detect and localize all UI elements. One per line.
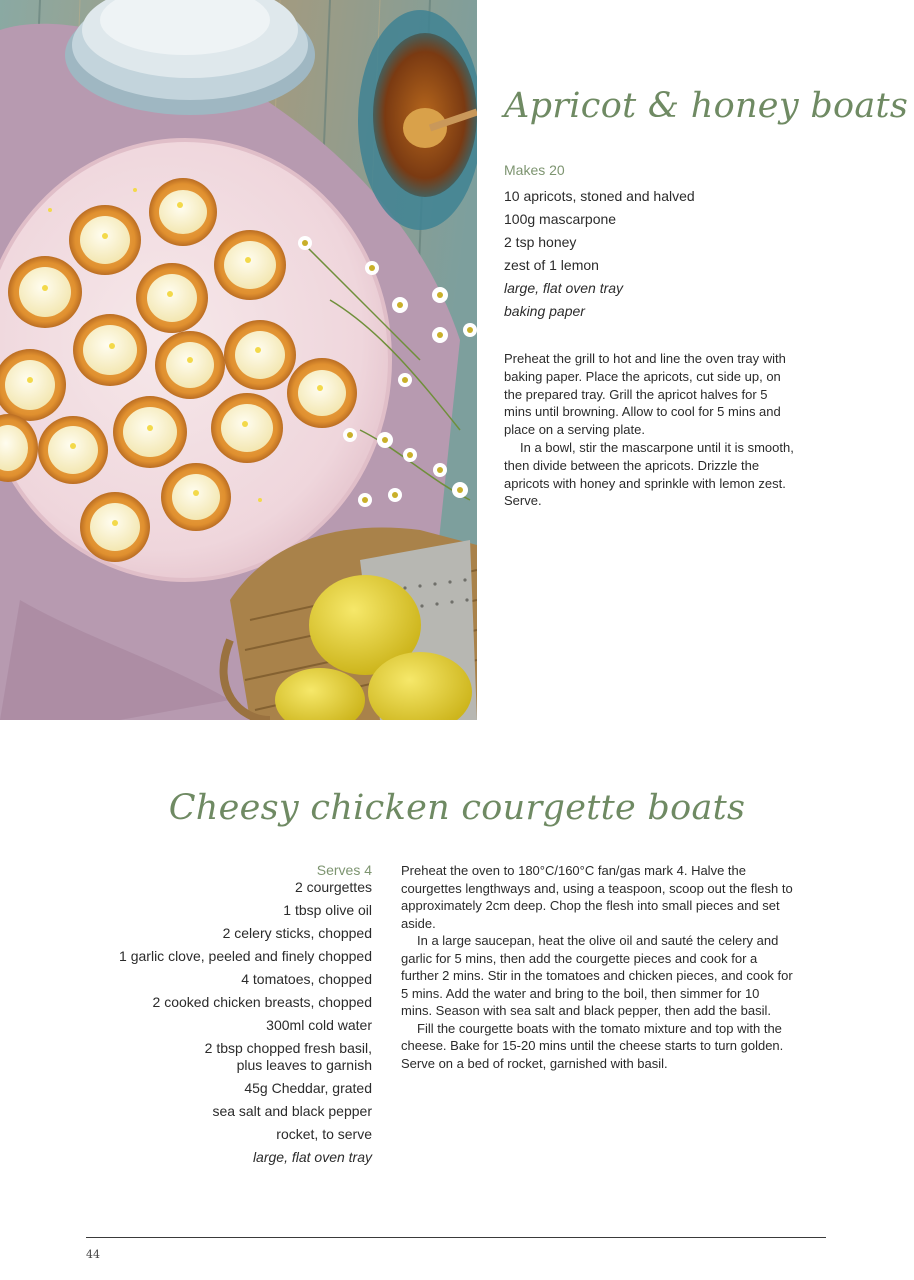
method-text bbox=[401, 862, 793, 1072]
ingredient-list bbox=[72, 879, 372, 1172]
equipment-item: baking paper bbox=[504, 303, 585, 319]
method-text bbox=[504, 350, 794, 510]
ingredient-item: 2 courgettes bbox=[294, 879, 372, 895]
ingredient-item: 45g Cheddar, grated bbox=[244, 1080, 372, 1096]
ingredient-item: 1 tbsp olive oil bbox=[283, 902, 372, 918]
recipe-title: Apricot & honey boats bbox=[504, 86, 909, 126]
ingredient-item: 2 celery sticks, chopped bbox=[222, 925, 372, 941]
method-paragraph: In a large saucepan, heat the olive oil and sauté the celery and garlic for 5 mins, then add the courgette pieces and cook for a further 2 mins. Stir in the tomatoes and chicken pieces, and cook for 5 mins. Add the water and bring to the boil, then simmer for 10 mins. Season with sea salt and black pepper, then add the basil. bbox=[401, 933, 793, 1018]
ingredient-item: 2 cooked chicken breasts, chopped bbox=[152, 994, 372, 1010]
recipe-title: Cheesy chicken courgette boats bbox=[168, 788, 746, 828]
ingredient-item: rocket, to serve bbox=[276, 1126, 372, 1142]
ingredient-item: 2 tsp honey bbox=[504, 234, 577, 250]
food-photo bbox=[0, 0, 477, 720]
ingredient-item: sea salt and black pepper bbox=[212, 1103, 372, 1119]
ingredient-item: 1 garlic clove, peeled and finely chopped bbox=[119, 948, 372, 964]
equipment-item: large, flat oven tray bbox=[252, 1149, 372, 1165]
method-paragraph: Preheat the oven to 180°C/160°C fan/gas mark 4. Halve the courgettes lengthways and, using a teaspoon, scoop out the flesh to approximately 2cm deep. Chop the flesh into small pieces and set aside. bbox=[401, 863, 793, 931]
ingredient-item: 300ml cold water bbox=[266, 1017, 372, 1033]
ingredient-item: 10 apricots, stoned and halved bbox=[504, 188, 695, 204]
equipment-item: large, flat oven tray bbox=[504, 280, 624, 296]
page-number: 44 bbox=[86, 1248, 100, 1261]
ingredient-item: zest of 1 lemon bbox=[504, 257, 599, 273]
recipe-yield: Serves 4 bbox=[316, 862, 372, 878]
ingredient-list bbox=[504, 185, 695, 323]
method-paragraph: Fill the courgette boats with the tomato mixture and top with the cheese. Bake for 15-20 mins until the cheese starts to turn golden. Serve on a bed of rocket, garnished with basil. bbox=[401, 1020, 784, 1071]
method-paragraph: Preheat the grill to hot and line the oven tray with baking paper. Place the apricots, cut side up, on the prepared tray. Grill the apricot halves for 5 mins until browning. Allow to cool for 5 mins and place on a serving plate. bbox=[504, 351, 786, 438]
ingredient-item: 4 tomatoes, chopped bbox=[241, 971, 372, 987]
method-paragraph: In a bowl, stir the mascarpone until it is smooth, then divide between the apricots. Drizzle the apricots with honey and sprinkle with lemon zest. Serve. bbox=[504, 439, 794, 509]
recipe-yield: Makes 20 bbox=[504, 162, 565, 178]
ingredient-item: 100g mascarpone bbox=[504, 211, 617, 227]
footer-rule bbox=[86, 1237, 826, 1238]
ingredient-item: 2 tbsp chopped fresh basil, plus leaves to garnish bbox=[204, 1040, 372, 1073]
